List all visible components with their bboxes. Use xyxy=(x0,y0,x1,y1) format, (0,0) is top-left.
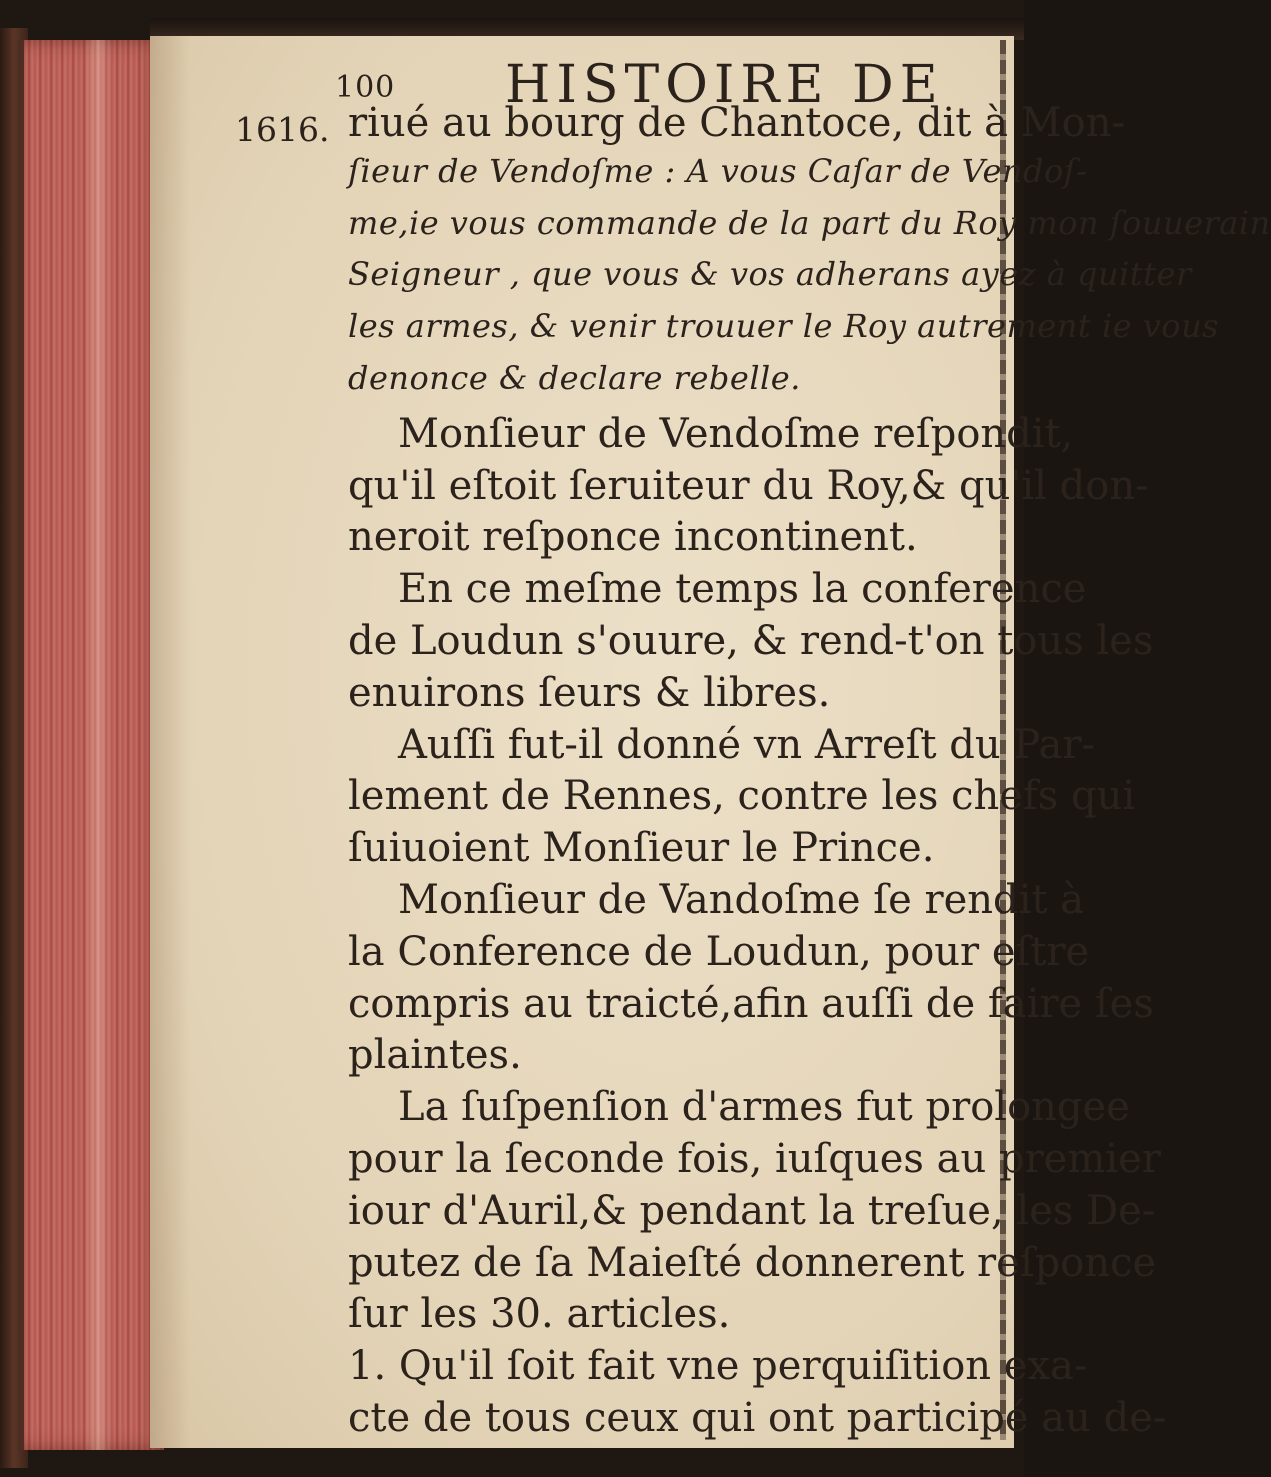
text-line: iour d'Auril,& pendant la treſue, les De- xyxy=(348,1188,1156,1234)
text-line-italic: me,ie vous commande de la part du Roy mon ſouuerain xyxy=(348,204,1271,242)
text-line: neroit reſponce incontinent. xyxy=(348,514,918,560)
margin-year-note: 1616. xyxy=(235,110,330,149)
text-line-italic: les armes, & venir trouuer le Roy autrement ie vous xyxy=(348,307,1220,345)
text-line: En ce meſme temps la conference xyxy=(398,566,1087,612)
text-line-italic: ſieur de Vendoſme : A vous Caſar de Vendoſ- xyxy=(348,152,1088,190)
text-line: de Loudun s'ouure, & rend-t'on tous les xyxy=(348,618,1154,664)
text-line: enuirons ſeurs & libres. xyxy=(348,670,831,716)
text-line: ſur les 30. articles. xyxy=(348,1291,731,1337)
text-line: la Conference de Loudun, pour eſtre xyxy=(348,929,1090,975)
text-line: Monſieur de Vendoſme reſpondit, xyxy=(398,411,1074,457)
text-line: compris au traicté,afin auſſi de faire ſes xyxy=(348,981,1154,1027)
text-line: Auſſi fut-il donné vn Arreſt du Par- xyxy=(398,722,1095,768)
text-line: Monſieur de Vandoſme ſe rendit à xyxy=(398,877,1085,923)
text-line: qu'il eſtoit ſeruiteur du Roy,& qu'il don- xyxy=(348,463,1149,509)
text-line-italic: Seigneur , que vous & vos adherans ayez à quitter xyxy=(348,255,1192,293)
text-line-italic: denonce & declare rebelle. xyxy=(348,359,801,397)
page-edges-red xyxy=(18,40,164,1450)
text-line: plaintes. xyxy=(348,1032,522,1078)
page-number: 100 xyxy=(335,70,396,105)
text-line: La ſuſpenſion d'armes fut prolongee xyxy=(398,1084,1130,1130)
running-title: HISTOIRE DE xyxy=(505,55,944,115)
text-line: ſuiuoient Monſieur le Prince. xyxy=(348,825,935,871)
text-line: riué au bourg de Chantoce, dit à Mon- xyxy=(348,100,1125,146)
text-line: pour la ſeconde fois, iuſques au premier xyxy=(348,1136,1161,1182)
text-line: cte de tous ceux qui ont participé au de- xyxy=(348,1395,1167,1441)
text-line: 1. Qu'il ſoit fait vne perquiſition exa- xyxy=(348,1343,1088,1389)
text-line: lement de Rennes, contre les chefs qui xyxy=(348,773,1136,819)
text-line: putez de ſa Maieſté donnerent reſponce xyxy=(348,1240,1157,1286)
